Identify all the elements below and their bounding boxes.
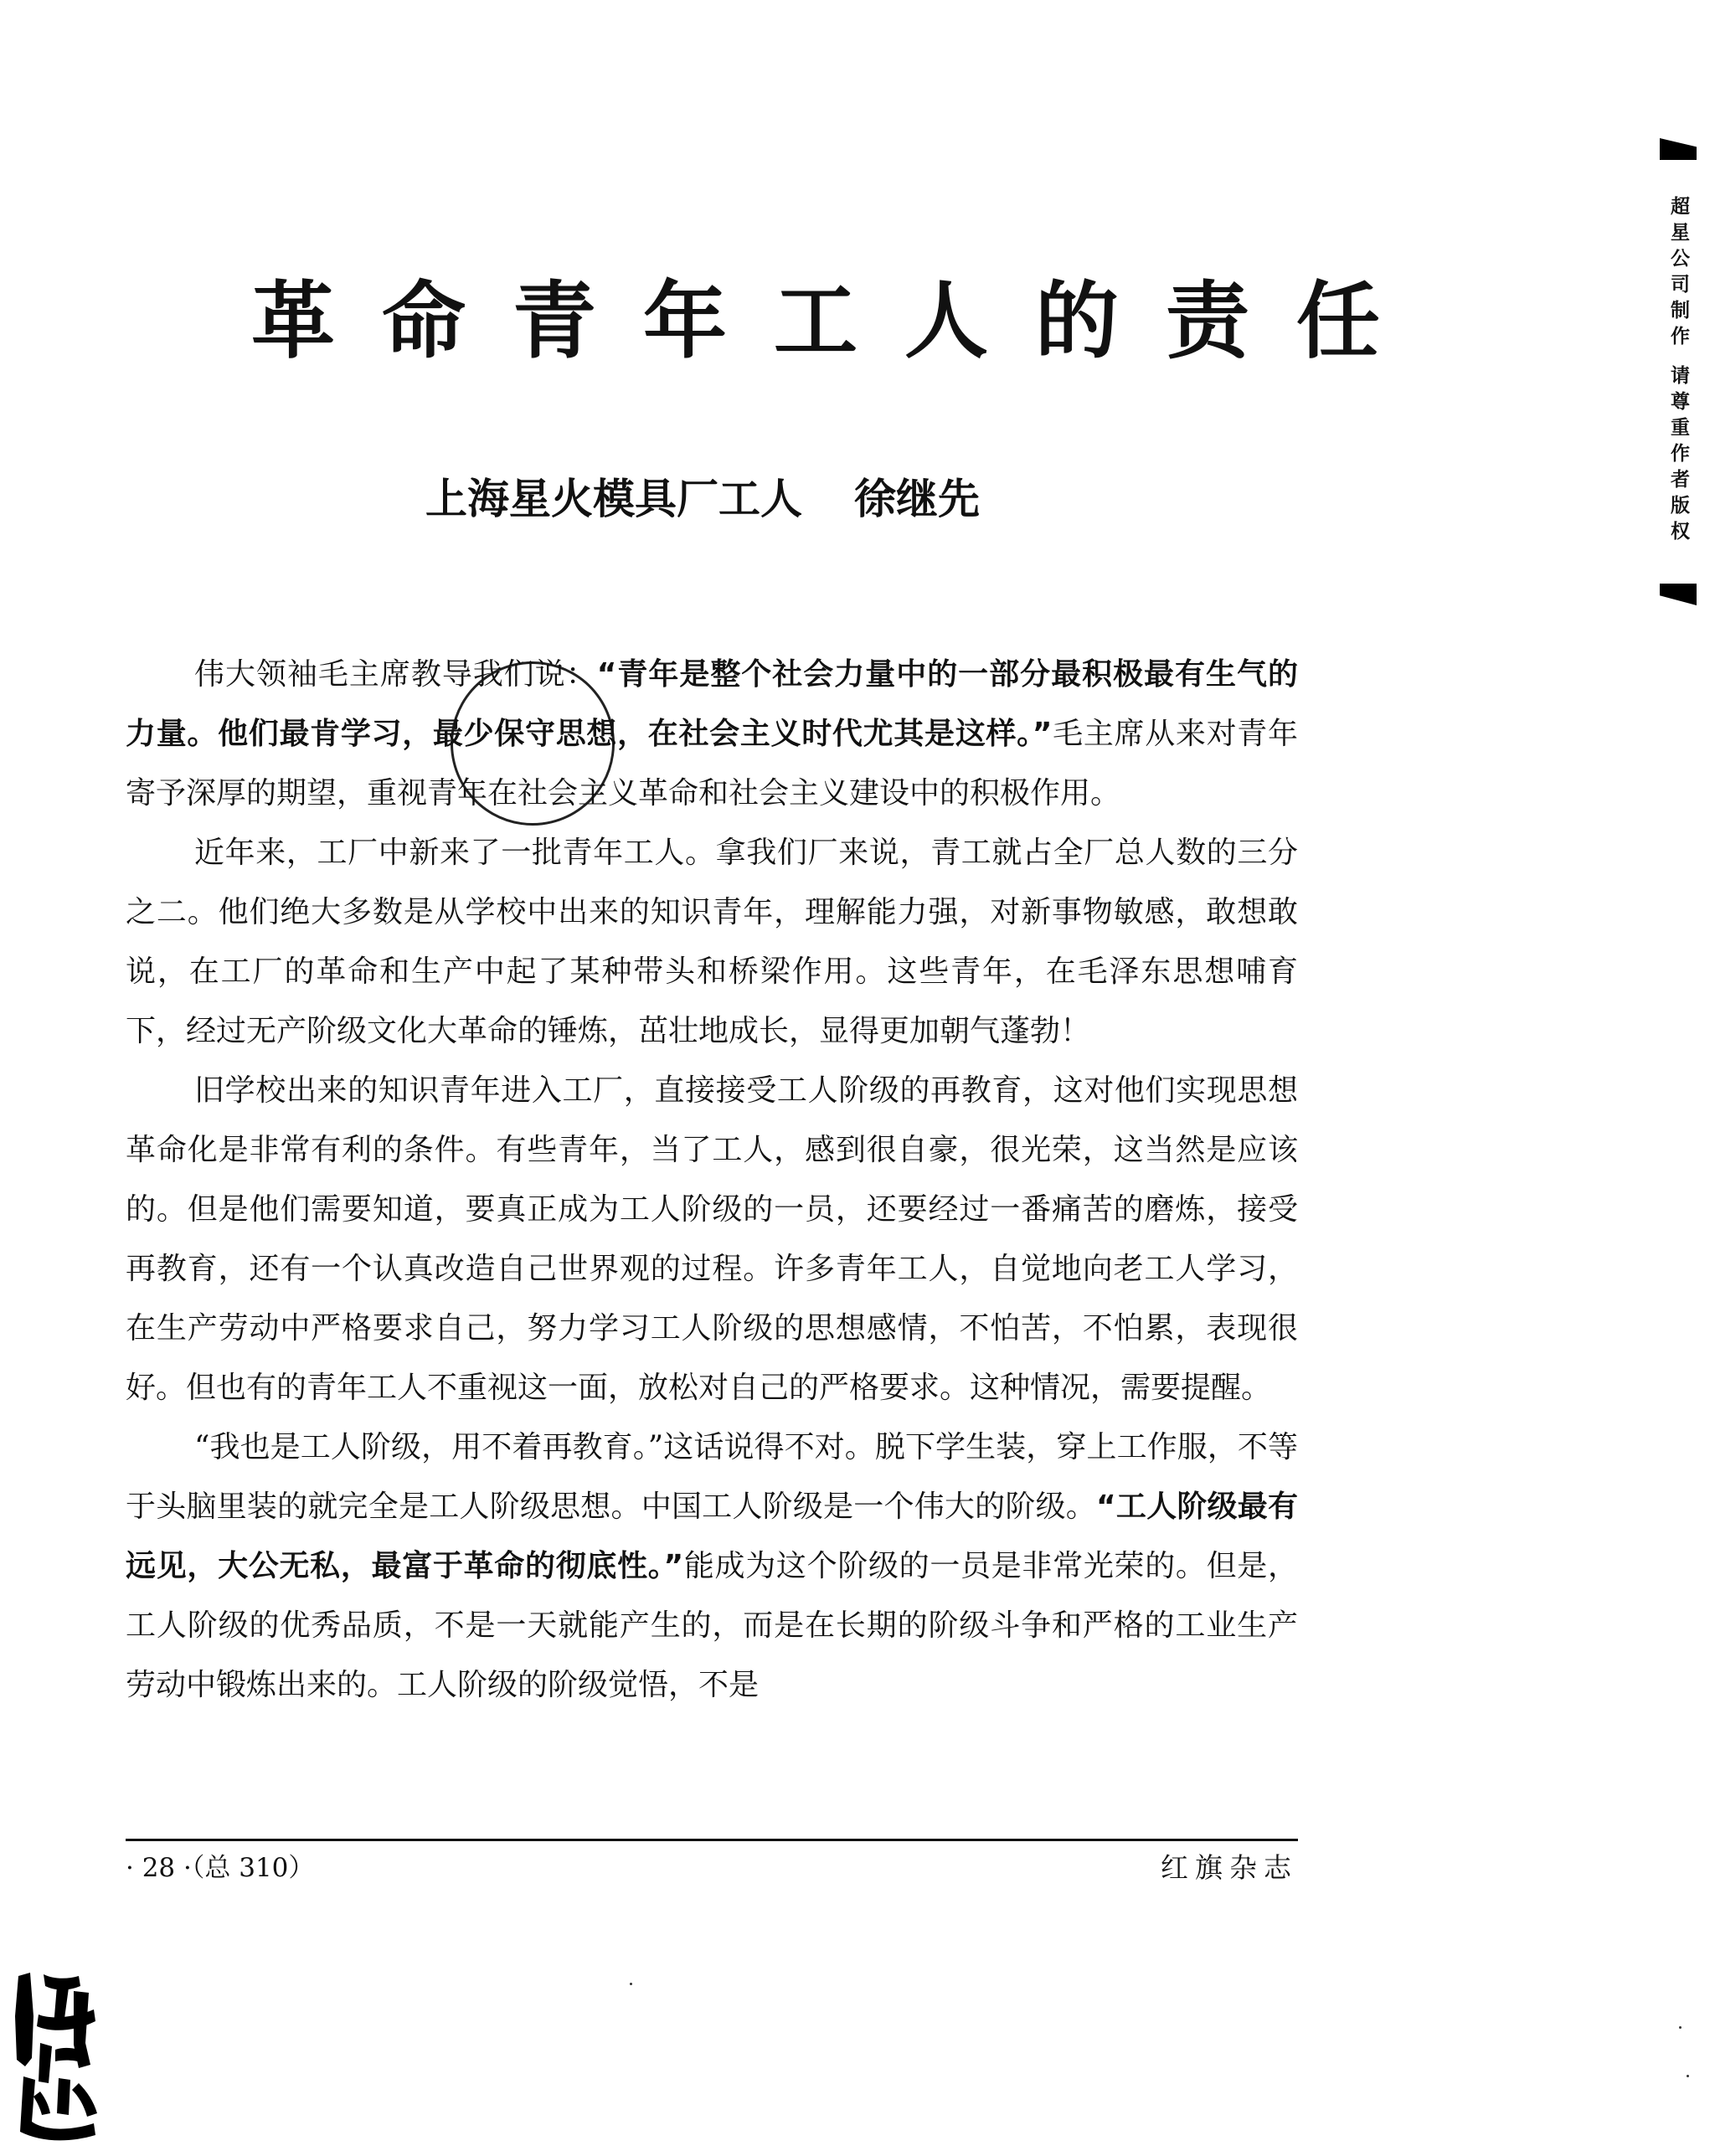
watermark-block-bottom: [1660, 584, 1697, 605]
article-body: [126, 645, 1298, 1715]
paragraph-1: [126, 645, 1298, 823]
page-number: · 28 ·（总 310）: [126, 1853, 315, 1883]
footer-rule: [126, 1839, 1298, 1841]
mao-quote-2: “工人阶级最有远见，大公无私，最富于革命的彻底性。”: [126, 1490, 1298, 1583]
paragraph-1-tail: 毛主席从来对青年寄予深厚的期望，重视青年在社会主义革命和社会主义建设中的积极作用。: [126, 717, 1298, 810]
paragraph-3: 旧学校出来的知识青年进入工厂，直接接受工人阶级的再教育，这对他们实现思想革命化是非常有利的条件。有些青年，当了工人，感到很自豪，很光荣，这当然是应该的。但是他们需要知道，要真正成为工人阶级的一员，还要经过一番痛苦的磨炼，接受再教育，还有一个认真改造自己世界观的过程。许多青年工人，自觉地向老工人学习，在生产劳动中严格要求自己，努力学习工人阶级的思想感情，不怕苦，不怕累，表现很好。但也有的青年工人不重视这一面，放松对自己的严格要求。这种情况，需要提醒。: [126, 1073, 1298, 1405]
scan-speck: [630, 1983, 632, 1985]
byline: [425, 466, 980, 533]
paragraph-1-lead: 伟大领袖毛主席教导我们说：: [194, 657, 597, 692]
article-title: 革命青年工人的责任: [251, 271, 1427, 370]
scan-watermark: [1654, 138, 1702, 605]
watermark-block-top: [1660, 138, 1697, 160]
mao-quote-1: “青年是整个社会力量中的一部分最积极最有生气的力量。他们最肯学习，最少保守思想，在社会主义时代尤其是这样。”: [126, 657, 1298, 751]
paragraph-4-lead: “我也是工人阶级，用不着再教育。”这话说得不对。脱下学生装，穿上工作服，不等于头脑里装的就完全是工人阶级思想。中国工人阶级是一个伟大的阶级。: [126, 1430, 1298, 1524]
paragraph-2: 近年来，工厂中新来了一批青年工人。拿我们厂来说，青工就占全厂总人数的三分之二。他们绝大多数是从学校中出来的知识青年，理解能力强，对新事物敏感，敢想敢说，在工厂的革命和生产中起了某种带头和桥梁作用。这些青年，在毛泽东思想哺育下，经过无产阶级文化大革命的锤炼，茁壮地成长，显得更加朝气蓬勃！: [126, 836, 1298, 1048]
paragraph-4: [126, 1418, 1298, 1715]
scan-speck: [1687, 2075, 1689, 2077]
paragraph-4-tail: 能成为这个阶级的一员是非常光荣的。但是，工人阶级的优秀品质，不是一天就能产生的，而是在长期的阶级斗争和严格的工业生产劳动中锻炼出来的。工人阶级的阶级觉悟，不是: [126, 1549, 1298, 1702]
seal-stamp-logo: [7, 1966, 107, 2142]
author-name: 徐继先: [854, 474, 980, 523]
scan-speck: [1679, 2026, 1682, 2029]
journal-name: 红旗杂志: [1161, 1851, 1298, 1884]
author-unit: 上海星火模具厂工人: [425, 474, 802, 523]
watermark-text: 超星公司制作 请尊重作者版权: [1667, 196, 1689, 548]
